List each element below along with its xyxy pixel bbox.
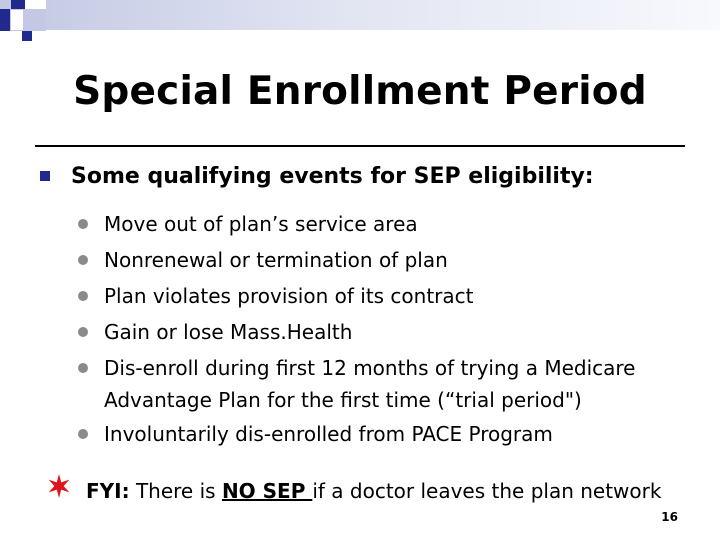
title-divider	[35, 145, 685, 147]
list-item	[78, 278, 698, 314]
decor-square	[10, 9, 24, 31]
list-item-text: Dis-enroll during first 12 months of trying a Medicare Advantage Plan for the first time (“trial period")	[104, 356, 636, 412]
fyi-note	[86, 477, 661, 505]
list-item-text: Nonrenewal or termination of plan	[104, 248, 448, 272]
slide-title: Special Enrollment Period	[73, 69, 647, 114]
main-bullet-text: Some qualifying events for SEP eligibility:	[71, 164, 594, 189]
round-bullet-icon	[78, 327, 88, 337]
list-item	[78, 206, 698, 242]
fyi-text-after: if a doctor leaves the plan network	[312, 479, 662, 503]
decor-square	[0, 9, 10, 31]
list-item	[78, 350, 698, 416]
square-bullet-icon	[40, 171, 50, 181]
round-bullet-icon	[78, 255, 88, 265]
page-number: 16	[661, 510, 678, 524]
header-gradient-bar	[46, 0, 720, 30]
fyi-text-before: There is	[129, 479, 222, 503]
fyi-emphasis: NO SEP	[221, 479, 313, 503]
list-item	[78, 314, 698, 350]
list-item-text: Gain or lose Mass.Health	[104, 320, 353, 344]
list-item	[78, 242, 698, 278]
fyi-label: FYI:	[86, 479, 130, 503]
decor-square	[24, 9, 46, 31]
list-item	[78, 416, 698, 452]
list-item-text: Involuntarily dis-enrolled from PACE Program	[104, 422, 553, 446]
round-bullet-icon	[78, 429, 88, 439]
decor-square	[0, 0, 11, 9]
decor-square	[11, 0, 25, 9]
round-bullet-icon	[78, 219, 88, 229]
sub-bullet-list	[78, 206, 698, 452]
list-item-text: Plan violates provision of its contract	[104, 284, 474, 308]
round-bullet-icon	[78, 291, 88, 301]
star-icon	[46, 473, 72, 499]
round-bullet-icon	[78, 363, 88, 373]
decor-square	[22, 31, 32, 41]
list-item-text: Move out of plan’s service area	[104, 212, 418, 236]
